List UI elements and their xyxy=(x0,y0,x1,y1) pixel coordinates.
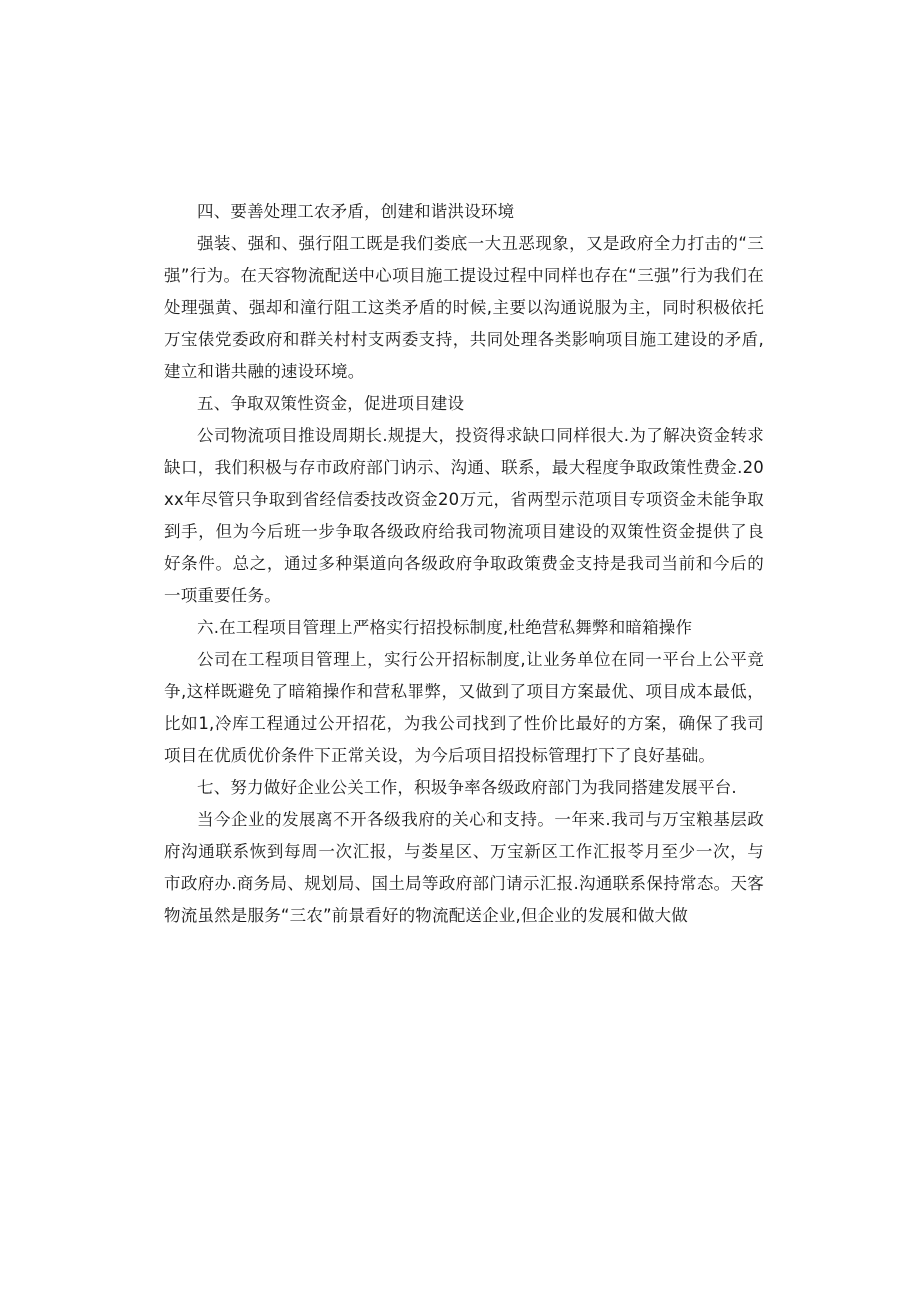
document-body xyxy=(164,196,764,932)
section-heading-five: 五、争取双策性资金，促进项目建设 xyxy=(197,394,465,413)
section-heading-four: 四、要善处理工农矛盾，创建和谐洪设环境 xyxy=(197,202,515,221)
section-six-paragraph: 公司在工程项目管理上，实行公开招标制度,让业务单位在同一平台上公平竞争,这样既避免了暗箱操作和营私罪弊，又做到了项目方案最优、项目成本最低，比如1,冷库工程通过公开招花，为我公司找到了性价比最好的方案，确保了我司项目在优质优价条件下正常关设，为今后项目招投标管理打下了良好基础。 xyxy=(164,650,764,765)
section-four-paragraph: 强装、强和、强行阻工既是我们娄底一大丑恶现象，又是政府全力打击的“三强”行为。在天容物流配送中心项目施工提设过程中同样也存在“三强”行为我们在处理强黄、强却和潼行阻工这类矛盾的时候,主要以沟通说服为主，同时积极依托万宝俵党委政府和群关村村支两委支持，共同处理各类影响项目施工建设的矛盾,建立和谐共融的速设环境。 xyxy=(164,234,764,381)
section-heading-six: 六.在工程项目管理上严格实行招投标制度,杜绝营私舞弊和暗箱操作 xyxy=(197,618,693,637)
section-seven-paragraph: 当今企业的发展离不开各级我府的关心和支持。一年来.我司与万宝粮基层政府沟通联系恢到每周一次汇报，与娄星区、万宝新区工作汇报苓月至少一次，与市政府办.商务局、规划局、国土局等政府部门请示汇报.沟通联系保持常态。天客物流虽然是服务“三农”前景看好的物流配送企业,但企业的发展和做大做 xyxy=(164,810,764,925)
section-heading-seven: 七、努力做好企业公关工作，积圾争率各级政府部门为我同搭建发展平台. xyxy=(197,778,737,797)
section-five-paragraph: 公司物流项目推设周期长.规提大，投资得求缺口同样很大.为了解决资金转求缺口，我们积极与存市政府部门讷示、沟通、联系，最大程度争取政策性费金.20xx年尽管只争取到省经信委技改资金20万元，省两型示范项目专项资金未能争取到手，但为今后班一步争取各级政府给我司物流项目建设的双策性资金提供了良好条件。总之，通过多种渠道向各级政府争取政策费金支持是我司当前和今后的一项重要任务。 xyxy=(164,426,764,605)
